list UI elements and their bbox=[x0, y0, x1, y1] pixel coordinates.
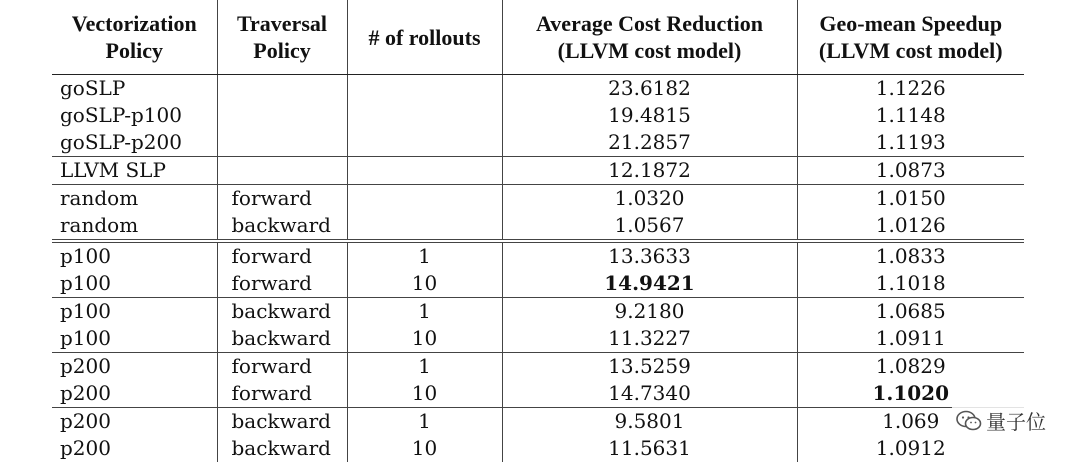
watermark bbox=[952, 404, 1050, 437]
cell-rollouts bbox=[347, 157, 502, 185]
header-rollouts bbox=[347, 0, 502, 75]
cell-rollouts: 1 bbox=[347, 408, 502, 436]
table-row bbox=[52, 157, 1024, 185]
cell-rollouts: 10 bbox=[347, 380, 502, 408]
table-row bbox=[52, 353, 1024, 381]
table-body bbox=[52, 75, 1024, 463]
cell-speedup: 1.1020 bbox=[872, 381, 950, 405]
cell-speedup: 1.0873 bbox=[797, 157, 1024, 185]
cell-policy: goSLP-p100 bbox=[52, 102, 217, 129]
cell-rollouts: 1 bbox=[347, 241, 502, 270]
cell-speedup: 1.0126 bbox=[875, 213, 946, 237]
cell-policy: p200 bbox=[52, 435, 217, 462]
table-header bbox=[52, 0, 1024, 75]
cell-policy: goSLP bbox=[52, 75, 217, 103]
cell-rollouts: 10 bbox=[347, 325, 502, 353]
cell-speedup: 1.0912 bbox=[875, 436, 946, 460]
cell-policy: p200 bbox=[52, 380, 217, 408]
cell-traversal bbox=[217, 75, 347, 103]
cell-cost: 21.2857 bbox=[502, 129, 797, 157]
cell-rollouts bbox=[347, 129, 502, 157]
header-line: (LLVM cost model) bbox=[557, 38, 742, 63]
cell-cost: 1.0567 bbox=[502, 212, 797, 241]
table-row bbox=[52, 270, 1024, 298]
table-row bbox=[52, 298, 1024, 326]
cell-policy: random bbox=[52, 212, 217, 241]
cell-rollouts bbox=[347, 75, 502, 103]
cell-speedup: 1.0829 bbox=[797, 353, 1024, 381]
cell-traversal: backward bbox=[217, 435, 347, 462]
cell-cost: 13.3633 bbox=[502, 241, 797, 270]
cell-traversal bbox=[217, 129, 347, 157]
header-avg-cost-reduction bbox=[502, 0, 797, 75]
cell-traversal: backward bbox=[217, 298, 347, 326]
cell-policy: p100 bbox=[52, 298, 217, 326]
table-row bbox=[52, 435, 1024, 462]
cell-traversal: forward bbox=[217, 380, 347, 408]
cell-cost: 11.3227 bbox=[502, 325, 797, 353]
cell-cost: 14.7340 bbox=[502, 380, 797, 408]
cell-cost: 11.5631 bbox=[502, 435, 797, 462]
table-row bbox=[52, 212, 1024, 241]
cell-rollouts bbox=[347, 185, 502, 213]
watermark-text: 量子位 bbox=[986, 410, 1046, 434]
cell-speedup: 1.069 bbox=[797, 408, 1024, 436]
cell-policy: p100 bbox=[52, 270, 217, 298]
cell-policy: LLVM SLP bbox=[52, 157, 217, 185]
header-line: # of rollouts bbox=[368, 24, 481, 50]
cell-traversal: backward bbox=[217, 212, 347, 241]
cell-speedup: 1.0150 bbox=[797, 185, 1024, 213]
cell-speedup: 1.1226 bbox=[875, 76, 946, 100]
cell-policy: p100 bbox=[52, 325, 217, 353]
cell-policy: goSLP-p200 bbox=[52, 129, 217, 157]
table-row bbox=[52, 380, 1024, 408]
cell-speedup: 1.0685 bbox=[797, 298, 1024, 326]
cell-policy: p100 bbox=[52, 241, 217, 270]
cell-cost: 9.2180 bbox=[502, 298, 797, 326]
cell-rollouts: 1 bbox=[347, 353, 502, 381]
cell-policy: p200 bbox=[52, 408, 217, 436]
header-line: Vectorization bbox=[71, 11, 197, 36]
table-row bbox=[52, 75, 1024, 103]
cell-cost: 19.4815 bbox=[502, 102, 797, 129]
header-line: Traversal bbox=[236, 11, 327, 36]
cell-cost: 12.1872 bbox=[502, 157, 797, 185]
table-row bbox=[52, 102, 1024, 129]
header-line: Average Cost Reduction bbox=[536, 11, 763, 36]
cell-traversal: forward bbox=[217, 241, 347, 270]
cell-cost: 14.9421 bbox=[502, 270, 797, 298]
cell-cost: 23.6182 bbox=[502, 75, 797, 103]
cell-speedup: 1.1193 bbox=[875, 130, 946, 154]
header-geomean-speedup bbox=[797, 0, 1024, 75]
results-table bbox=[52, 0, 1024, 462]
table-row bbox=[52, 241, 1024, 270]
cell-traversal: forward bbox=[217, 185, 347, 213]
cell-speedup: 1.1148 bbox=[875, 103, 946, 127]
results-table-container bbox=[52, 0, 1024, 462]
cell-cost: 1.0320 bbox=[502, 185, 797, 213]
cell-speedup: 1.0833 bbox=[797, 241, 1024, 270]
cell-speedup: 1.1018 bbox=[875, 271, 946, 295]
cell-policy: p200 bbox=[52, 353, 217, 381]
table-row bbox=[52, 408, 1024, 436]
cell-rollouts: 1 bbox=[347, 298, 502, 326]
cell-cost: 13.5259 bbox=[502, 353, 797, 381]
table-row bbox=[52, 185, 1024, 213]
cell-cost: 9.5801 bbox=[502, 408, 797, 436]
cell-traversal: forward bbox=[217, 270, 347, 298]
header-line: (LLVM cost model) bbox=[818, 38, 1003, 63]
cell-policy: random bbox=[52, 185, 217, 213]
header-line: Geo-mean Speedup bbox=[819, 11, 1003, 36]
cell-rollouts: 10 bbox=[347, 270, 502, 298]
cell-traversal: backward bbox=[217, 408, 347, 436]
cell-speedup: 1.0911 bbox=[875, 326, 946, 350]
cell-traversal bbox=[217, 157, 347, 185]
header-traversal-policy bbox=[217, 0, 347, 75]
header-line: Policy bbox=[105, 38, 163, 63]
header-row bbox=[52, 0, 1024, 75]
cell-traversal: forward bbox=[217, 353, 347, 381]
table-row bbox=[52, 325, 1024, 353]
table-row bbox=[52, 129, 1024, 157]
cell-rollouts bbox=[347, 212, 502, 241]
wechat-icon bbox=[956, 410, 982, 432]
cell-rollouts: 10 bbox=[347, 435, 502, 462]
header-line: Policy bbox=[253, 38, 311, 63]
header-vectorization-policy bbox=[52, 0, 217, 75]
cell-traversal bbox=[217, 102, 347, 129]
cell-traversal: backward bbox=[217, 325, 347, 353]
cell-rollouts bbox=[347, 102, 502, 129]
